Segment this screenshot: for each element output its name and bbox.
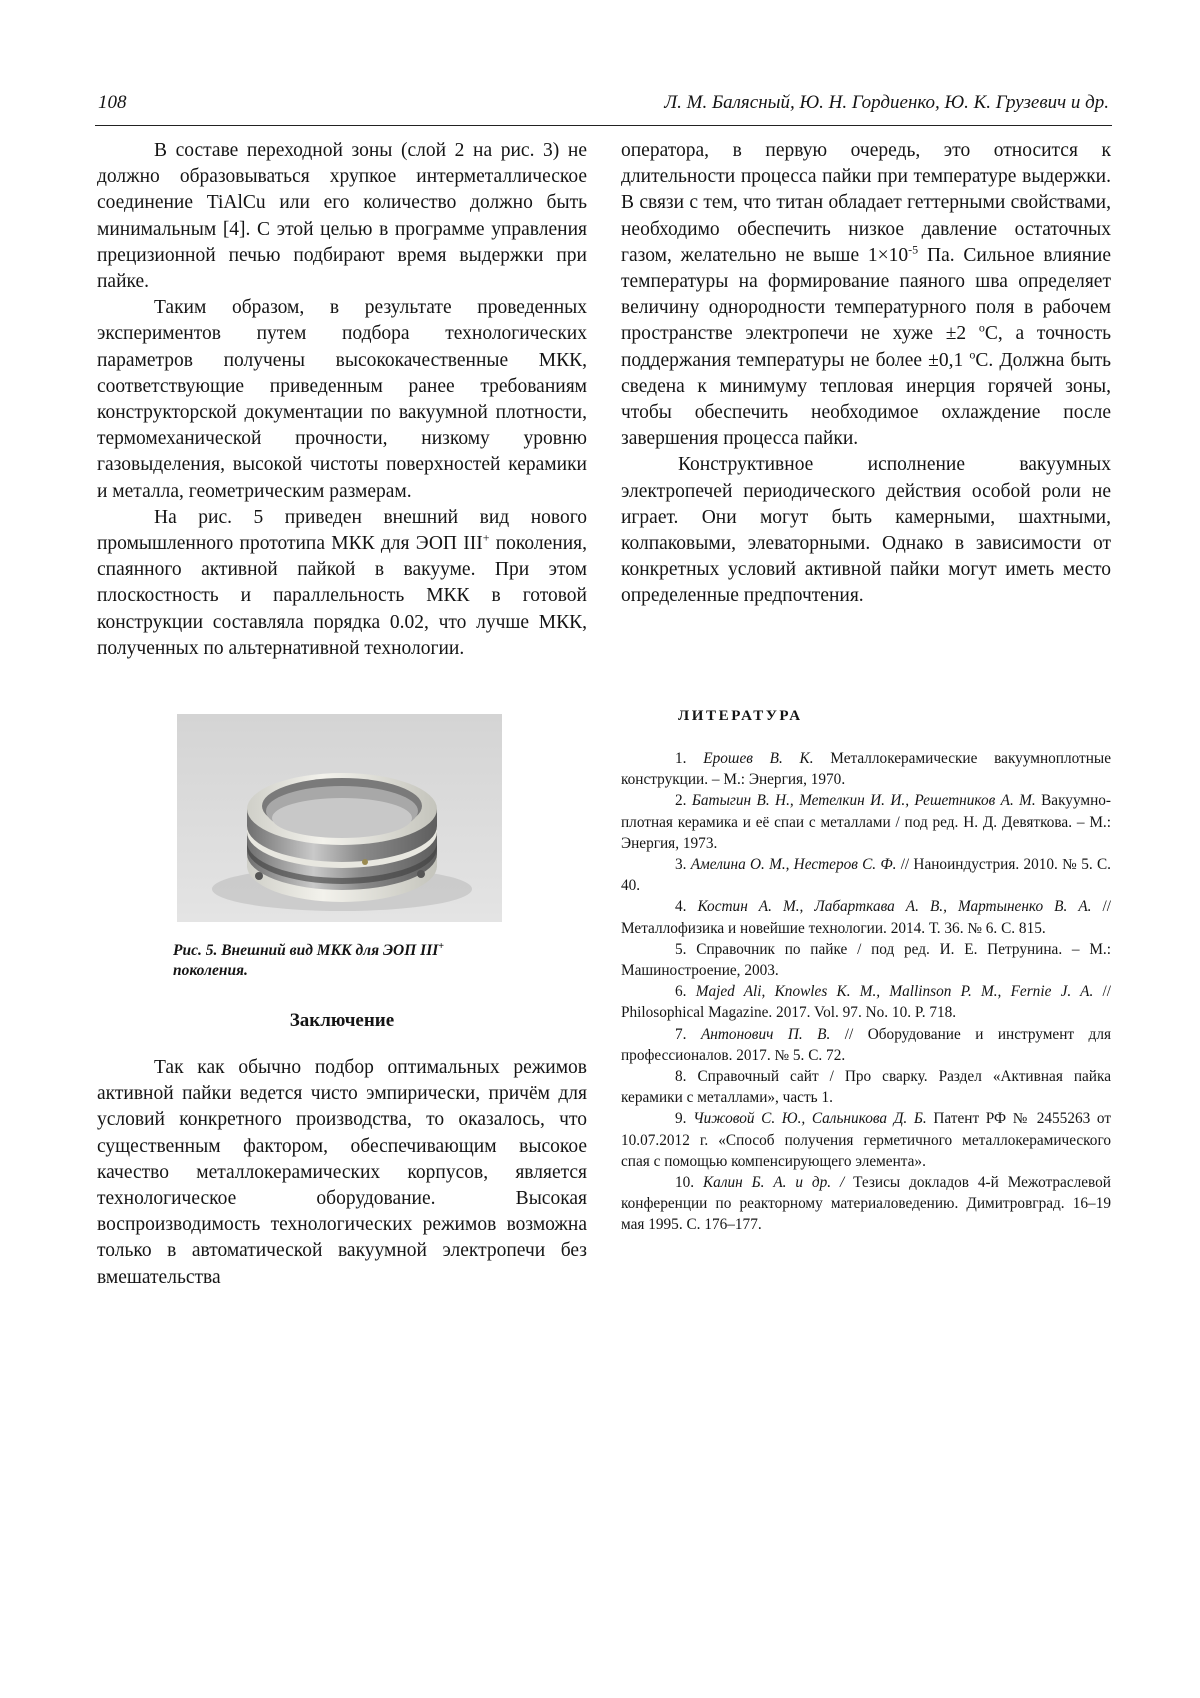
running-head: Л. М. Балясный, Ю. Н. Гордиенко, Ю. К. Грузевич и др.: [664, 92, 1109, 113]
right-paragraph-1: [621, 138, 1111, 452]
degree-sign-1: о: [978, 320, 985, 335]
ref-text: Металлокерамические вакуумноплотные конструкции. – М.: Энергия, 1970.: [621, 750, 1111, 789]
conclusion-body: [97, 1055, 587, 1291]
reference-item: [621, 939, 1111, 981]
ring-illustration: [177, 714, 502, 922]
ref-authors: Калин Б. А. и др. /: [703, 1174, 845, 1192]
right-paragraph-1-text-a: оператора, в первую очередь, это относится к длительности процесса пайки при температуре выдержки. В связи с тем, что титан обладает геттерными свойствами, необходимо обеспечить низкое давление остаточных газом, желательно не выше 1×10: [621, 140, 1111, 266]
left-paragraph-3: [97, 505, 587, 662]
ref-number: 6.: [675, 983, 687, 1001]
reference-item: [621, 748, 1111, 790]
figure-photo: [177, 714, 502, 922]
header-rule: [95, 125, 1112, 126]
superscript-plus: +: [482, 530, 490, 545]
right-paragraph-1-text-d: С. Должна быть сведена к минимуму тепловая инерция горячей зоны, чтобы обеспечить необходимое охлаждение после завершения процесса пайки.: [621, 349, 1111, 450]
references-heading: ЛИТЕРАТУРА: [678, 708, 803, 724]
left-paragraph-3-text-b: поколения, спаянного активной пайкой в вакууме. При этом плоскостность и параллельность МКК в готовой конструкции составляла порядка 0.02, что лучше МКК, полученных по альтернативной технологии.: [97, 533, 587, 659]
ref-number: 10.: [675, 1174, 695, 1192]
conclusion-title: Заключение: [289, 1010, 395, 1031]
ref-authors: Majed Ali, Knowles K. M., Mallinson P. M., Fernie J. A.: [695, 983, 1094, 1001]
right-paragraph-2: Конструктивное исполнение вакуумных электропечей периодического действия особой роли не играет. Они могут быть камерными, шахтными, колпаковыми, элеваторными. Однако в зависимости от конкретных условий активной пайки могут иметь место определенные предпочтения.: [621, 454, 1111, 607]
degree-sign-2: о: [969, 347, 976, 362]
ref-number: 1.: [675, 750, 687, 767]
right-paragraph-1-text-b: Па. Сильное влияние температуры на формирование паяного шва определяет величину однородности температурного поля в рабочем пространстве электропечи не хуже ±2: [621, 244, 1111, 345]
ref-text: Патент РФ № 2455263 от 10.07.2012 г. «Способ получения герметичного металлокерамического спая с помощью компенсирующего элемента».: [621, 1110, 1112, 1170]
references-list: [621, 748, 1111, 1236]
ref-text: Справочник по пайке / под ред. И. Е. Петрунина. – М.: Машиностроение, 2003.: [621, 940, 1111, 980]
figure-caption: [173, 941, 513, 981]
ref-number: 9.: [675, 1110, 687, 1128]
caption-superscript: +: [438, 940, 444, 952]
reference-item: [621, 854, 1111, 896]
reference-item: [621, 1172, 1111, 1236]
reference-item: [621, 790, 1111, 854]
right-column: [621, 138, 1111, 610]
left-column: [97, 138, 587, 662]
ref-authors: Антонович П. В.: [700, 1025, 831, 1043]
left-paragraph-3-text-a: На рис. 5 приведен внешний вид нового промышленного прототипа МКК для ЭОП III: [97, 506, 587, 555]
ref-authors: Чижовой С. Ю., Сальникова Д. Б.: [693, 1110, 927, 1128]
caption-text-b: поколения.: [173, 962, 248, 979]
ref-number: 7.: [675, 1025, 687, 1043]
ref-number: 4.: [675, 898, 687, 916]
ref-text: // Металлофизика и новейшие технологии. 2014. Т. 36. № 6. С. 815.: [621, 898, 1111, 937]
ref-text: Справочный сайт / Про сварку. Раздел «Активная пайка керамики с металлами», часть 1.: [621, 1068, 1111, 1107]
superscript-exponent: -5: [908, 242, 919, 257]
left-paragraph-1: В составе переходной зоны (слой 2 на рис. 3) не должно образовываться хрупкое интерметаллическое соединение TiAlCu или его количество должно быть минимальным [4]. С этой целью в программе управления прецизионной печью подбирают время выдержки при пайке.: [97, 140, 587, 293]
ref-authors: Костин А. М., Лабарткава А. В., Мартыненко В. А.: [697, 898, 1092, 916]
ref-text: // Оборудование и инструмент для профессионалов. 2017. № 5. С. 72.: [621, 1025, 1111, 1064]
ref-text: // Наноиндустрия. 2010. № 5. С. 40.: [621, 856, 1111, 895]
ref-text: Тезисы докладов 4-й Межотраслевой конференции по реакторному материаловедению. Димитровград. 16–19 мая 1995. С. 176–177.: [621, 1174, 1111, 1234]
ref-number: 8.: [675, 1068, 687, 1086]
ref-number: 2.: [675, 792, 687, 810]
reference-item: [621, 1108, 1111, 1172]
ref-number: 3.: [675, 856, 687, 874]
caption-text-a: Рис. 5. Внешний вид МКК для ЭОП III: [173, 942, 439, 959]
reference-item: [621, 1066, 1111, 1108]
ref-authors: Амелина О. М., Нестеров С. Ф.: [690, 856, 897, 874]
reference-item: [621, 981, 1111, 1023]
right-paragraph-1-text-c: С, а точность поддержания температуры не более ±0,1: [621, 323, 1111, 371]
ref-text: // Philosophical Magazine. 2017. Vol. 97. No. 10. P. 718.: [621, 983, 1112, 1022]
page-number: 108: [98, 92, 127, 113]
ref-authors: Ерошев В. К.: [703, 750, 814, 767]
ref-text: Вакуумно-плотная керамика и её спаи с металлами / под ред. Н. Д. Девяткова. – М.: Энергия, 1973.: [621, 792, 1112, 852]
ref-authors: Батыгин В. Н., Метелкин И. И., Решетников А. М.: [691, 792, 1036, 810]
left-paragraph-2: Таким образом, в результате проведенных экспериментов путем подбора технологических параметров получены высококачественные МКК, соответствующие приведенным ранее требованиям конструкторской документации по вакуумной плотности, термомеханической прочности, низкому уровню газовыделения, высокой чистоты поверхностей керамики и металла, геометрическим размерам.: [97, 297, 587, 502]
ref-number: 5.: [675, 940, 687, 958]
conclusion-paragraph: Так как обычно подбор оптимальных режимов активной пайки ведется чисто эмпирически, причём для условий конкретного производства, то оказалось, что существенным фактором, обеспечивающим высокое качество металлокерамических корпусов, является технологическое оборудование. Высокая воспроизводимость технологических режимов возможна только в автоматической вакуумной электропечи без вмешательства: [97, 1057, 587, 1288]
reference-item: [621, 896, 1111, 938]
reference-item: [621, 1024, 1111, 1066]
